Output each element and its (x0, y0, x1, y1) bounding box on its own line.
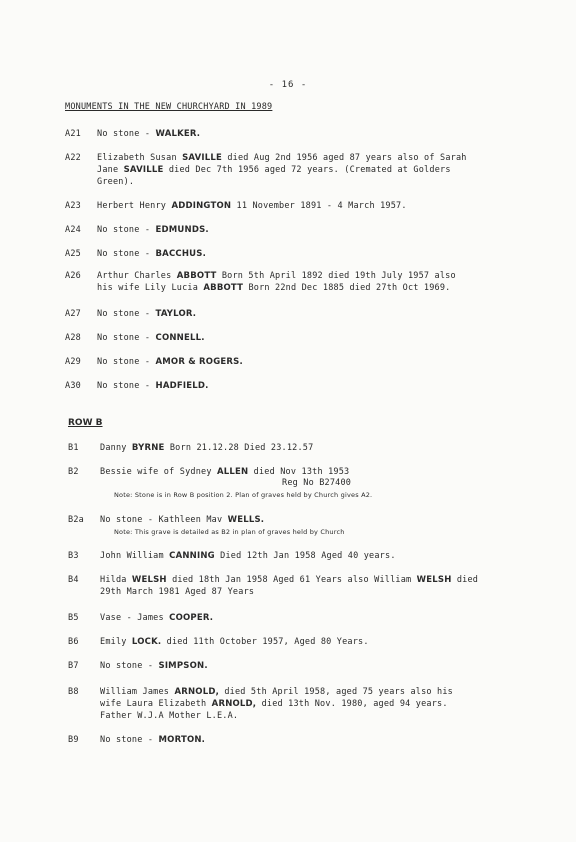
entry-text: No stone - BACCHUS. (97, 249, 206, 259)
entry-code: A22 (65, 153, 81, 163)
entry-code: A21 (65, 129, 81, 139)
entry-line: Father W.J.A Mother L.E.A. (100, 711, 239, 721)
entry-code: B3 (68, 551, 79, 561)
entry-code: B2a (68, 515, 84, 525)
entry-code: A26 (65, 271, 81, 281)
entry-code: B6 (68, 637, 79, 647)
entry-line: Bessie wife of Sydney ALLEN died Nov 13th 1953 (100, 467, 350, 477)
entry-line: Arthur Charles ABBOTT Born 5th April 1892 died 19th July 1957 also (97, 271, 456, 281)
entry-text: No stone - WALKER. (97, 129, 201, 139)
entry-line: Hilda WELSH died 18th Jan 1958 Aged 61 Years also William WELSH died (100, 575, 479, 585)
entry-text: No stone - HADFIELD. (97, 381, 209, 391)
entry-text: No stone - MORTON. (100, 735, 206, 745)
entry-line: William James ARNOLD, died 5th April 1958, aged 75 years also his (100, 687, 453, 697)
entry-text: No stone - CONNELL. (97, 333, 205, 343)
entry-code: B7 (68, 661, 79, 671)
entry-code: A29 (65, 357, 81, 367)
entry-text: Danny BYRNE Born 21.12.28 Died 23.12.57 (100, 443, 314, 453)
entry-text: Vase - James COOPER. (100, 613, 214, 623)
entry-code: B8 (68, 687, 79, 697)
entry-text: No stone - SIMPSON. (100, 661, 208, 671)
entry-code: B4 (68, 575, 79, 585)
entry-line: his wife Lily Lucia ABBOTT Born 22nd Dec 1885 died 27th Oct 1969. (97, 283, 451, 293)
entry-code: B9 (68, 735, 79, 745)
entry-code: A25 (65, 249, 81, 259)
entry-line: Jane SAVILLE died Dec 7th 1956 aged 72 years. (Cremated at Golders (97, 165, 451, 175)
entry-note: Note: This grave is detailed as B2 in plan of graves held by Church (114, 528, 345, 536)
entry-code: A30 (65, 381, 81, 391)
entry-text: Herbert Henry ADDINGTON 11 November 1891 - 4 March 1957. (97, 201, 407, 211)
row-heading: ROW B (68, 418, 103, 428)
section-heading: MONUMENTS IN THE NEW CHURCHYARD IN 1989 (65, 102, 273, 112)
entry-text: No stone - Kathleen Mav WELLS. (100, 515, 265, 525)
page-number: - 16 - (268, 80, 308, 90)
entry-note: Note: Stone is in Row B position 2. Plan of graves held by Church gives A2. (114, 491, 373, 499)
entry-text: Emily LOCK. died 11th October 1957, Aged 80 Years. (100, 637, 369, 647)
entry-line: Green). (97, 177, 135, 187)
entry-code: B2 (68, 467, 79, 477)
entry-code: B5 (68, 613, 79, 623)
entry-text: No stone - AMOR & ROGERS. (97, 357, 243, 367)
entry-line: wife Laura Elizabeth ARNOLD, died 13th Nov. 1980, aged 94 years. (100, 699, 448, 709)
entry-text: No stone - EDMUNDS. (97, 225, 209, 235)
entry-text: John William CANNING Died 12th Jan 1958 Aged 40 years. (100, 551, 396, 561)
entry-line: 29th March 1981 Aged 87 Years (100, 587, 255, 597)
entry-text: No stone - TAYLOR. (97, 309, 197, 319)
entry-line: Elizabeth Susan SAVILLE died Aug 2nd 1956 aged 87 years also of Sarah (97, 153, 467, 163)
entry-code: A24 (65, 225, 81, 235)
entry-code: A27 (65, 309, 81, 319)
entry-code: A23 (65, 201, 81, 211)
entry-code: A28 (65, 333, 81, 343)
entry-code: B1 (68, 443, 79, 453)
entry-line: Reg No B27400 (282, 478, 352, 488)
